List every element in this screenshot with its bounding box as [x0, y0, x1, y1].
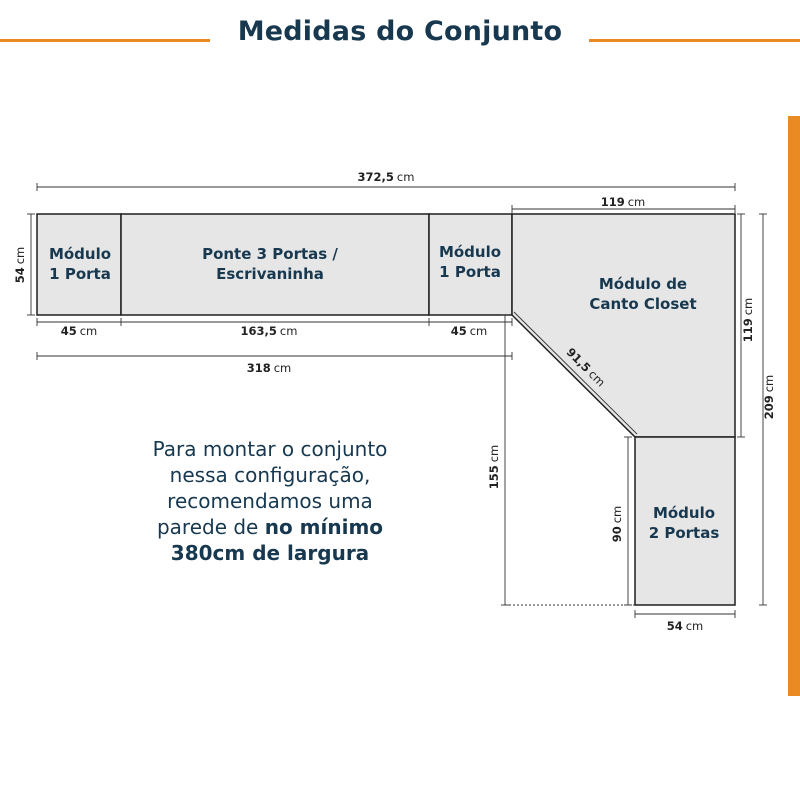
label-ponte-line1: Ponte 3 Portas /: [202, 245, 338, 263]
note-line-4-plain: parede de: [156, 515, 265, 539]
dim-ponte-width: 163,5 cm: [240, 324, 298, 338]
label-mod-left-line2: 1 Porta: [49, 265, 111, 283]
dim-diagonal: 91,5cm: [563, 344, 609, 390]
dim-canto-height: 119cm: [741, 297, 755, 343]
label-canto-line1: Módulo de: [598, 275, 688, 293]
label-mod2p-line2: 2 Portas: [648, 524, 720, 542]
label-ponte-line2: Escrivaninha: [216, 265, 324, 283]
dim-mod2p-width: 54 cm: [666, 619, 704, 633]
note-line-1: Para montar o conjunto: [152, 437, 388, 461]
note-line-2: nessa configuração,: [169, 463, 371, 487]
dim-total-height: 209cm: [762, 374, 776, 420]
note-line-4-bold: no mínimo: [264, 515, 384, 539]
dim-canto-width: 119 cm: [600, 195, 646, 209]
label-canto-line2: Canto Closet: [589, 295, 697, 313]
dim-mod2p-height: 90cm: [610, 505, 624, 543]
dim-total-width: 372,5 cm: [357, 170, 415, 184]
dim-depth-155: 155cm: [487, 444, 501, 490]
page-title: Medidas do Conjunto: [237, 16, 563, 47]
dim-run-318: 318 cm: [246, 361, 292, 375]
installation-note: [120, 436, 420, 566]
note-line-4: [120, 514, 420, 540]
label-mod-left-line1: Módulo: [48, 245, 112, 263]
dim-mod-right-width: 45 cm: [450, 324, 488, 338]
dim-mod-left-width: 45 cm: [60, 324, 98, 338]
dim-height-54: 54cm: [13, 246, 27, 284]
label-mod-right-line2: 1 Porta: [439, 263, 501, 281]
label-mod2p-line1: Módulo: [652, 504, 716, 522]
note-line-3: recomendamos uma: [167, 489, 373, 513]
note-line-5: [120, 540, 420, 566]
label-mod-right-line1: Módulo: [438, 243, 502, 261]
note-line-5-bold: 380cm de largura: [170, 541, 370, 565]
module-canto-closet: [512, 214, 735, 437]
